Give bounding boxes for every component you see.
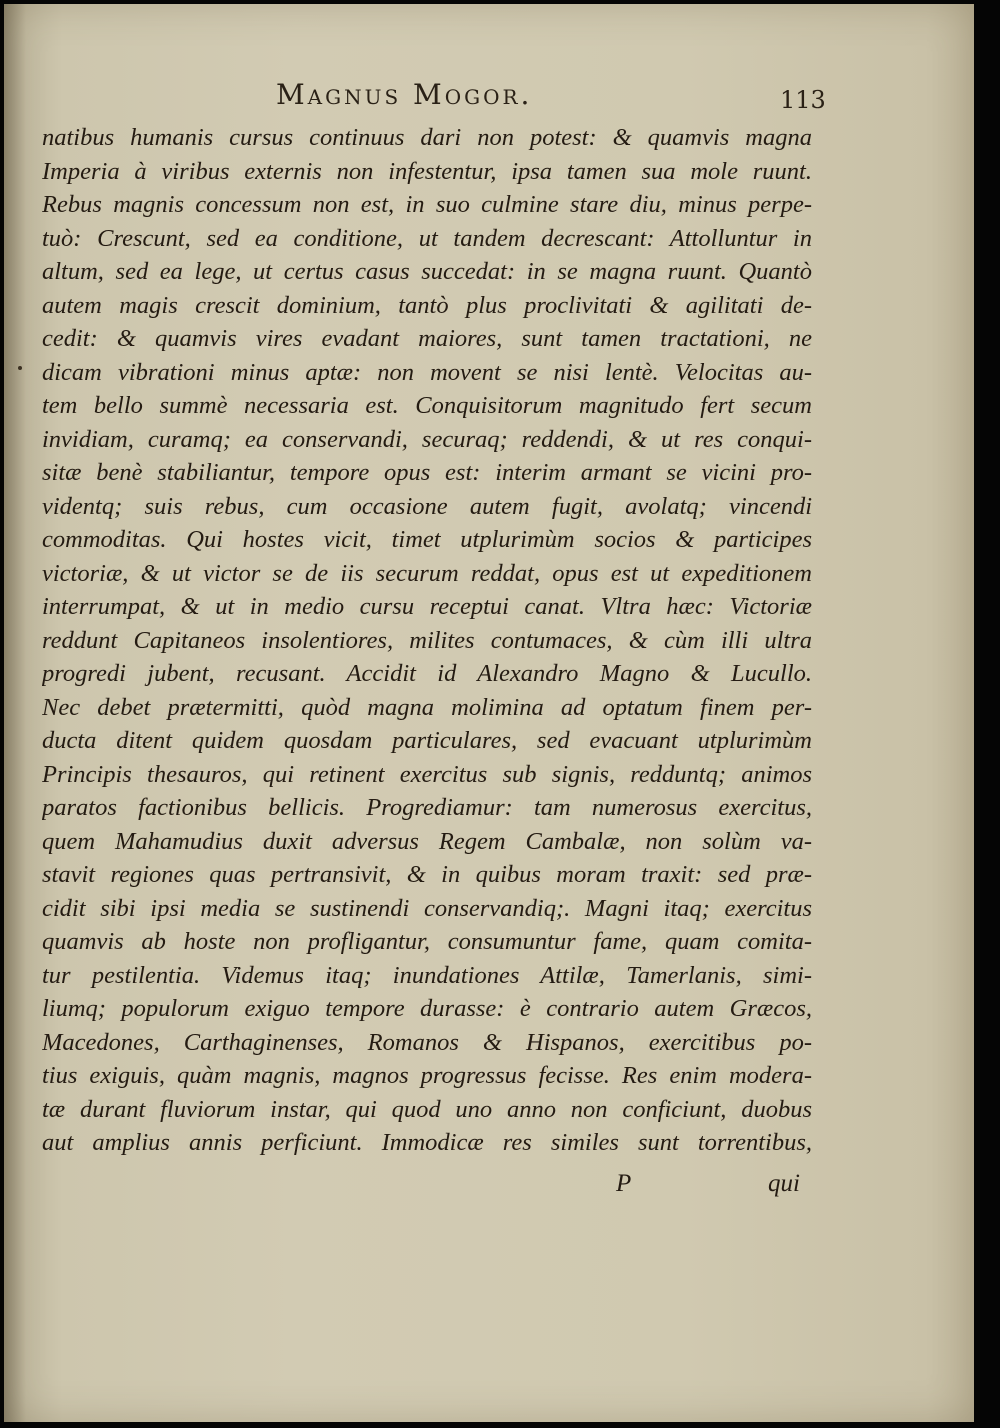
text-line: Imperia à viribus externis non infestentur, ipsa tamen sua mole ruunt. xyxy=(42,157,812,185)
book-page xyxy=(4,4,974,1422)
text-line: stavit regiones quas pertransivit, & in quibus moram traxit: sed præ- xyxy=(42,861,812,888)
body-text-block xyxy=(42,121,812,1160)
text-line: tuò: Crescunt, sed ea conditione, ut tandem decrescant: Attolluntur in xyxy=(42,224,812,252)
text-line: Nec debet prætermitti, quòd magna molimina ad optatum finem per- xyxy=(42,693,812,721)
text-line: liumq; populorum exiguo tempore durasse: è contrario autem Græcos, xyxy=(42,995,812,1022)
text-line: dicam vibrationi minus aptæ: non movent se nisi lentè. Velocitas au- xyxy=(42,358,812,386)
text-line: reddunt Capitaneos insolentiores, milites contumaces, & cùm illi ultra xyxy=(42,626,812,654)
text-line: cidit sibi ipsi media se sustinendi conservandiq;. Magni itaq; exercitus xyxy=(42,894,812,922)
text-line: tur pestilentia. Videmus itaq; inundationes Attilæ, Tamerlanis, simi- xyxy=(42,961,812,989)
text-line: paratos factionibus bellicis. Progrediamur: tam numerosus exercitus, xyxy=(42,794,812,821)
text-line: cedit: & quamvis vires evadant maiores, sunt tamen tractationi, ne xyxy=(42,325,812,352)
text-line: tius exiguis, quàm magnis, magnos progressus fecisse. Res enim modera- xyxy=(42,1062,812,1089)
text-line: interrumpat, & ut in medio cursu receptui canat. Vltra hæc: Victoriæ xyxy=(42,593,812,620)
page-number: 113 xyxy=(780,86,826,114)
signature-mark: P xyxy=(616,1170,632,1197)
text-line: invidiam, curamq; ea conservandi, securaq; reddendi, & ut res conqui- xyxy=(42,425,812,453)
text-line: quem Mahamudius duxit adversus Regem Cambalæ, non solùm va- xyxy=(42,827,812,855)
text-line: tem bello summè necessaria est. Conquisitorum magnitudo fert secum xyxy=(42,392,812,419)
catchword: qui xyxy=(768,1170,800,1197)
text-line: tæ durant fluviorum instar, qui quod uno anno non conficiunt, duobus xyxy=(42,1095,812,1123)
text-line: ducta ditent quidem quosdam particulares, sed evacuant utplurimùm xyxy=(42,727,812,754)
running-title: Magnus Mogor. xyxy=(276,78,533,111)
text-line: autem magis crescit dominium, tantò plus proclivitati & agilitati de- xyxy=(42,291,812,319)
margin-ink-dot xyxy=(18,366,22,370)
text-line: progredi jubent, recusant. Accidit id Alexandro Magno & Lucullo. xyxy=(42,660,812,687)
text-line: victoriæ, & ut victor se de iis securum reddat, opus est ut expeditionem xyxy=(42,559,812,587)
text-line: natibus humanis cursus continuus dari non potest: & quamvis magna xyxy=(42,124,812,151)
text-line: Macedones, Carthaginenses, Romanos & Hispanos, exercitibus po- xyxy=(42,1028,812,1056)
text-line: sitæ benè stabiliantur, tempore opus est: interim armant se vicini pro- xyxy=(42,459,812,486)
text-line: videntq; suis rebus, cum occasione autem fugit, avolatq; vincendi xyxy=(42,492,812,520)
page-gutter-shadow xyxy=(4,4,26,1422)
text-line: altum, sed ea lege, ut certus casus succedat: in se magna ruunt. Quantò xyxy=(42,258,812,285)
text-line: Rebus magnis concessum non est, in suo culmine stare diu, minus perpe- xyxy=(42,191,812,218)
text-line: aut amplius annis perficiunt. Immodicæ res similes sunt torrentibus, xyxy=(42,1129,812,1156)
text-line: commoditas. Qui hostes vicit, timet utplurimùm socios & participes xyxy=(42,526,812,553)
text-line: quamvis ab hoste non profligantur, consumuntur fame, quam comita- xyxy=(42,928,812,955)
text-line: Principis thesauros, qui retinent exercitus sub signis, redduntq; animos xyxy=(42,760,812,788)
